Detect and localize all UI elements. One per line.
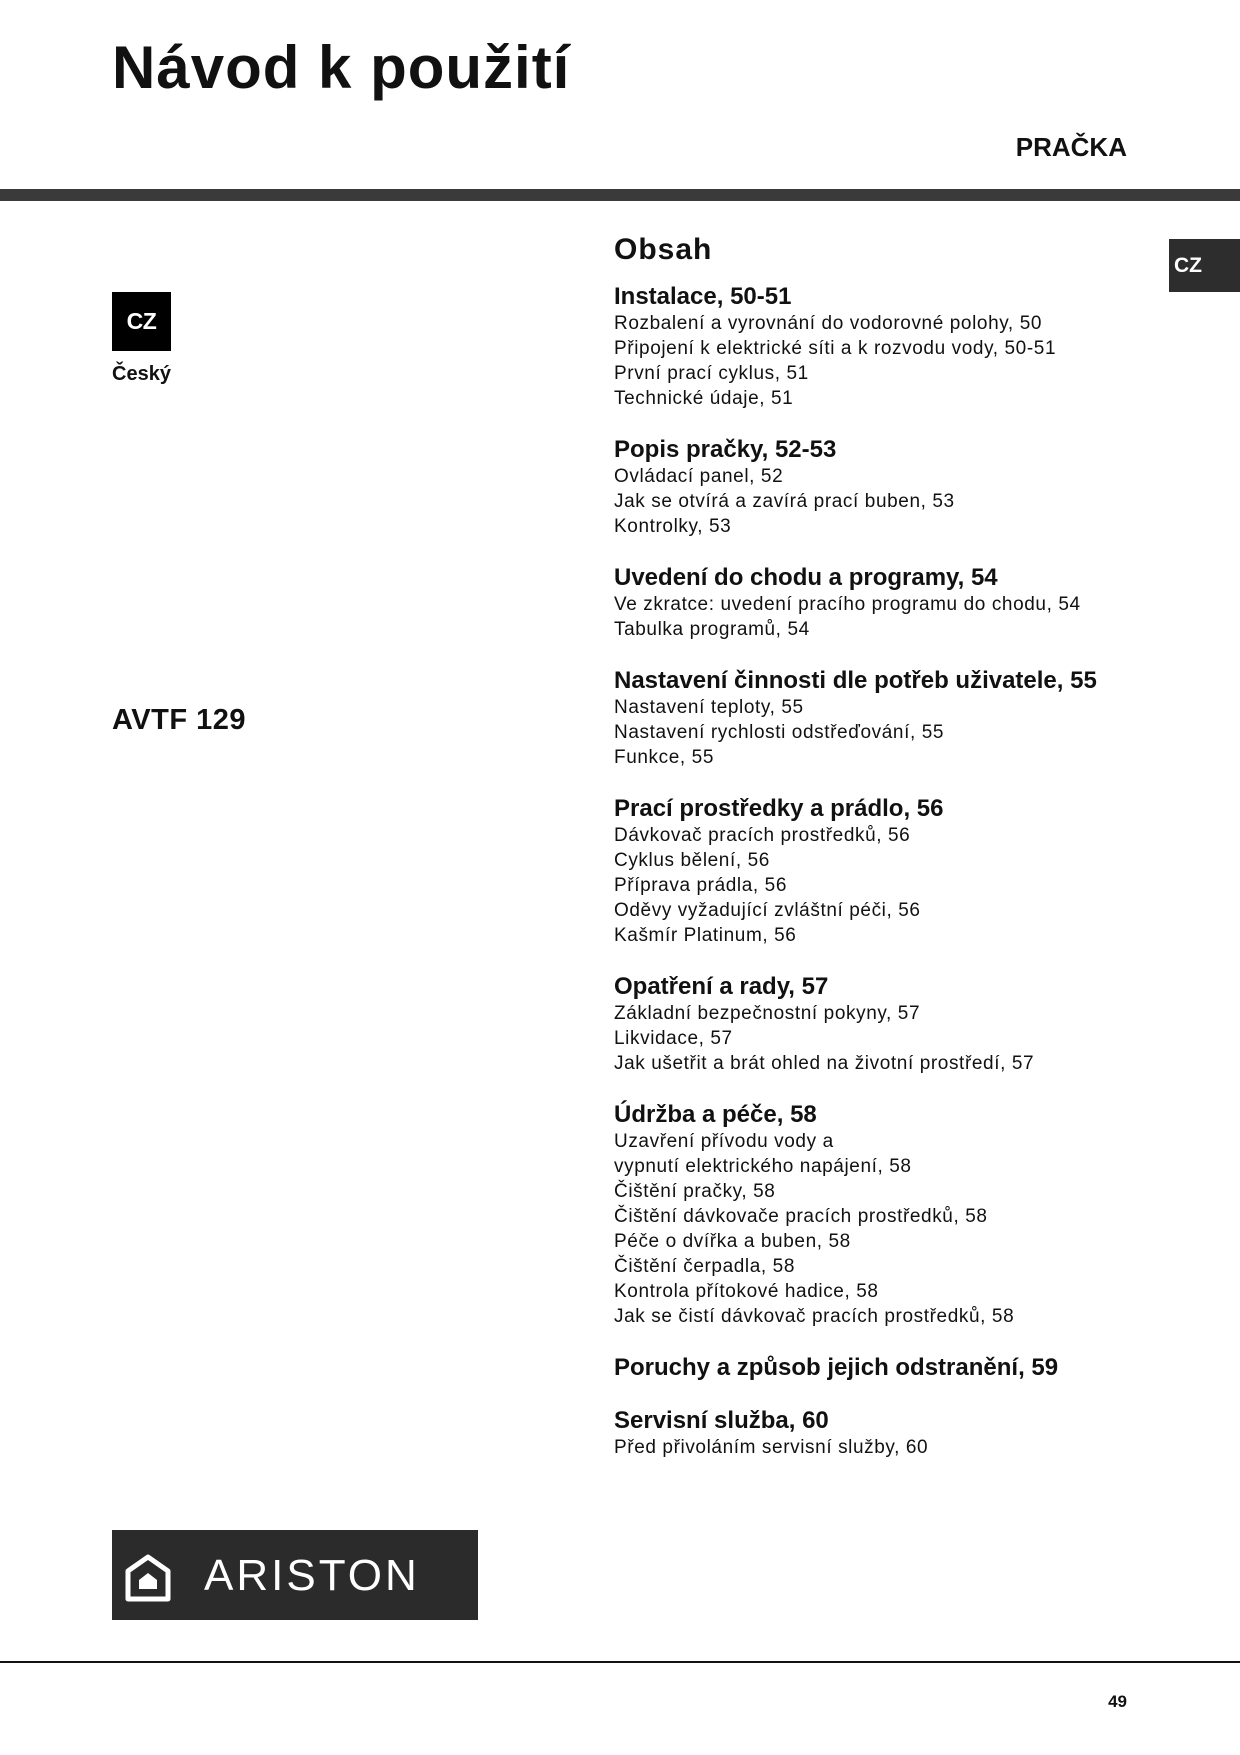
toc-item: Čištění dávkovače pracích prostředků, 58 (614, 1206, 988, 1227)
model-number: AVTF 129 (112, 704, 247, 736)
toc-section (614, 1100, 1154, 1329)
toc-item: Nastavení teploty, 55 (614, 697, 804, 718)
toc-section-title: Prací prostředky a prádlo, 56 (614, 795, 944, 822)
toc-item: Kontrola přítokové hadice, 58 (614, 1281, 879, 1302)
toc-section-title: Nastavení činnosti dle potřeb uživatele, 55 (614, 667, 1097, 694)
ariston-house-icon (125, 1554, 171, 1602)
toc-item: Likvidace, 57 (614, 1028, 733, 1049)
table-of-contents (614, 232, 1154, 1484)
toc-item: Základní bezpečnostní pokyny, 57 (614, 1003, 921, 1024)
toc-item: Péče o dvířka a buben, 58 (614, 1231, 851, 1252)
language-code-badge: CZ (112, 292, 171, 351)
toc-item: Tabulka programů, 54 (614, 619, 810, 640)
footer-divider (0, 1661, 1240, 1663)
page-title: Návod k použití (112, 34, 571, 101)
toc-section (614, 1406, 1154, 1460)
toc-item: Čištění pračky, 58 (614, 1181, 776, 1202)
toc-item: Technické údaje, 51 (614, 388, 794, 409)
brand-name: ARISTON (204, 1551, 420, 1600)
toc-item: Čištění čerpadla, 58 (614, 1256, 795, 1277)
toc-item: Ve zkratce: uvedení pracího programu do chodu, 54 (614, 594, 1081, 615)
toc-item: Dávkovač pracích prostředků, 56 (614, 825, 911, 846)
toc-item: Cyklus bělení, 56 (614, 850, 770, 871)
toc-item: Jak se čistí dávkovač pracích prostředků, 58 (614, 1306, 1015, 1327)
header-divider (0, 189, 1240, 201)
toc-item: Jak ušetřit a brát ohled na životní prostředí, 57 (614, 1053, 1035, 1074)
toc-section-title: Instalace, 50-51 (614, 283, 792, 310)
toc-item: vypnutí elektrického napájení, 58 (614, 1156, 912, 1177)
toc-section-title: Servisní služba, 60 (614, 1407, 829, 1434)
toc-section (614, 282, 1154, 411)
toc-item: První prací cyklus, 51 (614, 363, 809, 384)
product-type-label: PRAČKA (1015, 132, 1127, 162)
toc-item: Kontrolky, 53 (614, 516, 732, 537)
language-side-tab: CZ (1169, 239, 1240, 292)
toc-item: Příprava prádla, 56 (614, 875, 787, 896)
toc-item: Uzavření přívodu vody a (614, 1131, 834, 1152)
toc-item: Ovládací panel, 52 (614, 466, 784, 487)
toc-section (614, 1353, 1154, 1382)
toc-sections (614, 282, 1154, 1460)
language-name: Český (112, 363, 171, 385)
toc-item: Rozbalení a vyrovnání do vodorovné polohy, 50 (614, 313, 1043, 334)
brand-logo (112, 1530, 478, 1620)
toc-section-title: Údržba a péče, 58 (614, 1101, 817, 1128)
toc-section (614, 666, 1154, 770)
toc-section-title: Opatření a rady, 57 (614, 973, 829, 1000)
toc-heading: Obsah (614, 233, 713, 266)
toc-item: Funkce, 55 (614, 747, 714, 768)
toc-item: Nastavení rychlosti odstřeďování, 55 (614, 722, 945, 743)
toc-section (614, 794, 1154, 948)
toc-item: Připojení k elektrické síti a k rozvodu vody, 50-51 (614, 338, 1057, 359)
toc-item: Oděvy vyžadující zvláštní péči, 56 (614, 900, 921, 921)
toc-section (614, 972, 1154, 1076)
toc-item: Jak se otvírá a zavírá prací buben, 53 (614, 491, 955, 512)
toc-section (614, 563, 1154, 642)
page-number: 49 (1108, 1692, 1127, 1711)
toc-item: Kašmír Platinum, 56 (614, 925, 797, 946)
toc-section (614, 435, 1154, 539)
toc-section-title: Uvedení do chodu a programy, 54 (614, 564, 998, 591)
toc-item: Před přivoláním servisní služby, 60 (614, 1437, 929, 1458)
toc-section-title: Poruchy a způsob jejich odstranění, 59 (614, 1354, 1059, 1381)
toc-section-title: Popis pračky, 52-53 (614, 436, 837, 463)
